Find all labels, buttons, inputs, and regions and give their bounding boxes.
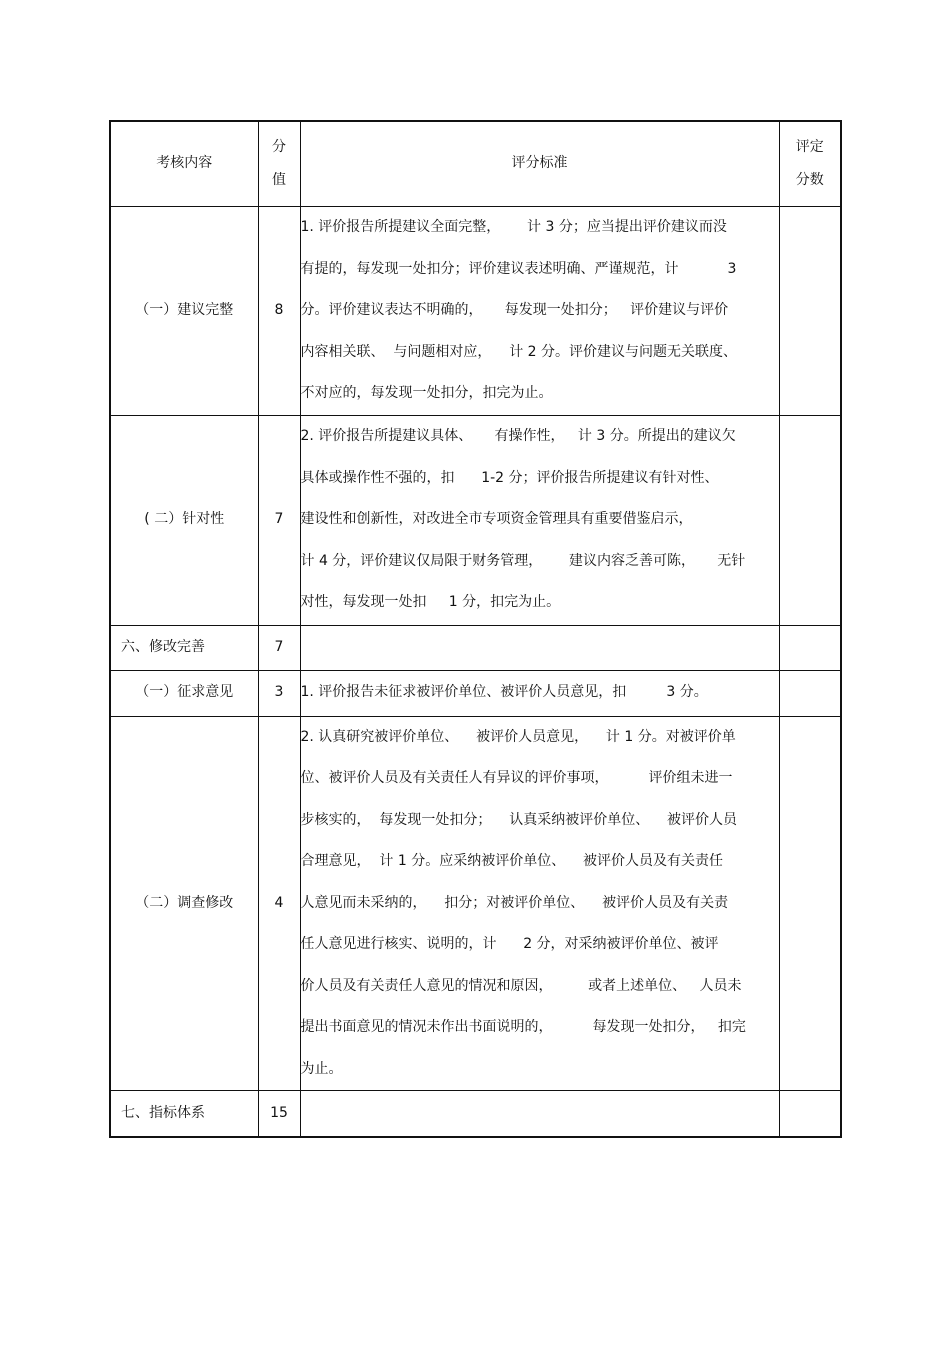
- row-criteria: 2. 评价报告所提建议具体、 有操作性， 计 3 分。所提出的建议欠 具体或操作性不强的，扣 1-2 分；评价报告所提建议有针对性、 建设性和创新性，对改进全市专项资金管理具有重要借鉴启示， 计 4 分，评价建议仅局限于财务管理， 建议内容乏善可陈， 无针 对性，每发现一处扣 1 分，扣完为止。: [300, 415, 779, 625]
- row-content: （一）征求意见: [110, 670, 258, 716]
- row-score: 15: [258, 1091, 300, 1137]
- row-criteria: 2. 认真研究被评价单位、 被评价人员意见， 计 1 分。对被评价单 位、被评价人员及有关责任人有异议的评价事项， 评价组未进一 步核实的， 每发现一处扣分； 认真采纳被评价单位、 被评价人员 合理意见， 计 1 分。应采纳被评价单位、 被评价人员及有关责任 人意见而未采纳的， 扣分；对被评价单位、 被评价人员及有关责 任人意见进行核实、说明的，计 2 分，对采纳被评价单位、被评 价人员及有关责任人意见的情况和原因， 或者上述单位、 人员未 提出书面意见的情况未作出书面说明的， 每发现一处扣分， 扣完 为止。: [300, 716, 779, 1091]
- header-criteria: 评分标准: [300, 121, 779, 207]
- row-rating: [779, 415, 841, 625]
- row-criteria: 1. 评价报告未征求被评价单位、被评价人员意见，扣 3 分。: [300, 670, 779, 716]
- row-score: 3: [258, 670, 300, 716]
- row-score: 7: [258, 625, 300, 670]
- row-content: 七、指标体系: [110, 1091, 258, 1137]
- row-criteria: [300, 1091, 779, 1137]
- table-row: [110, 625, 841, 670]
- row-content: ( 二）针对性: [110, 415, 258, 625]
- header-row: [110, 121, 841, 207]
- row-criteria: 1. 评价报告所提建议全面完整， 计 3 分；应当提出评价建议而没 有提的，每发现一处扣分；评价建议表述明确、严谨规范，计 3 分。评价建议表达不明确的， 每发现一处扣分； 评价建议与评价 内容相关联、 与问题相对应， 计 2 分。评价建议与问题无关联度、 不对应的，每发现一处扣分，扣完为止。: [300, 207, 779, 416]
- row-content: （一）建议完整: [110, 207, 258, 416]
- row-rating: [779, 670, 841, 716]
- table-row: [110, 415, 841, 625]
- table-row: [110, 207, 841, 416]
- row-content: 六、修改完善: [110, 625, 258, 670]
- row-content: （二）调查修改: [110, 716, 258, 1091]
- table-row: [110, 716, 841, 1091]
- table-row: [110, 1091, 841, 1137]
- header-score: 分 值: [258, 121, 300, 207]
- header-rating: 评定 分数: [779, 121, 841, 207]
- row-score: 7: [258, 415, 300, 625]
- scoring-table: [109, 120, 842, 1138]
- row-rating: [779, 1091, 841, 1137]
- header-content: 考核内容: [110, 121, 258, 207]
- row-rating: [779, 716, 841, 1091]
- row-score: 8: [258, 207, 300, 416]
- row-rating: [779, 625, 841, 670]
- row-score: 4: [258, 716, 300, 1091]
- table-row: [110, 670, 841, 716]
- row-rating: [779, 207, 841, 416]
- row-criteria: [300, 625, 779, 670]
